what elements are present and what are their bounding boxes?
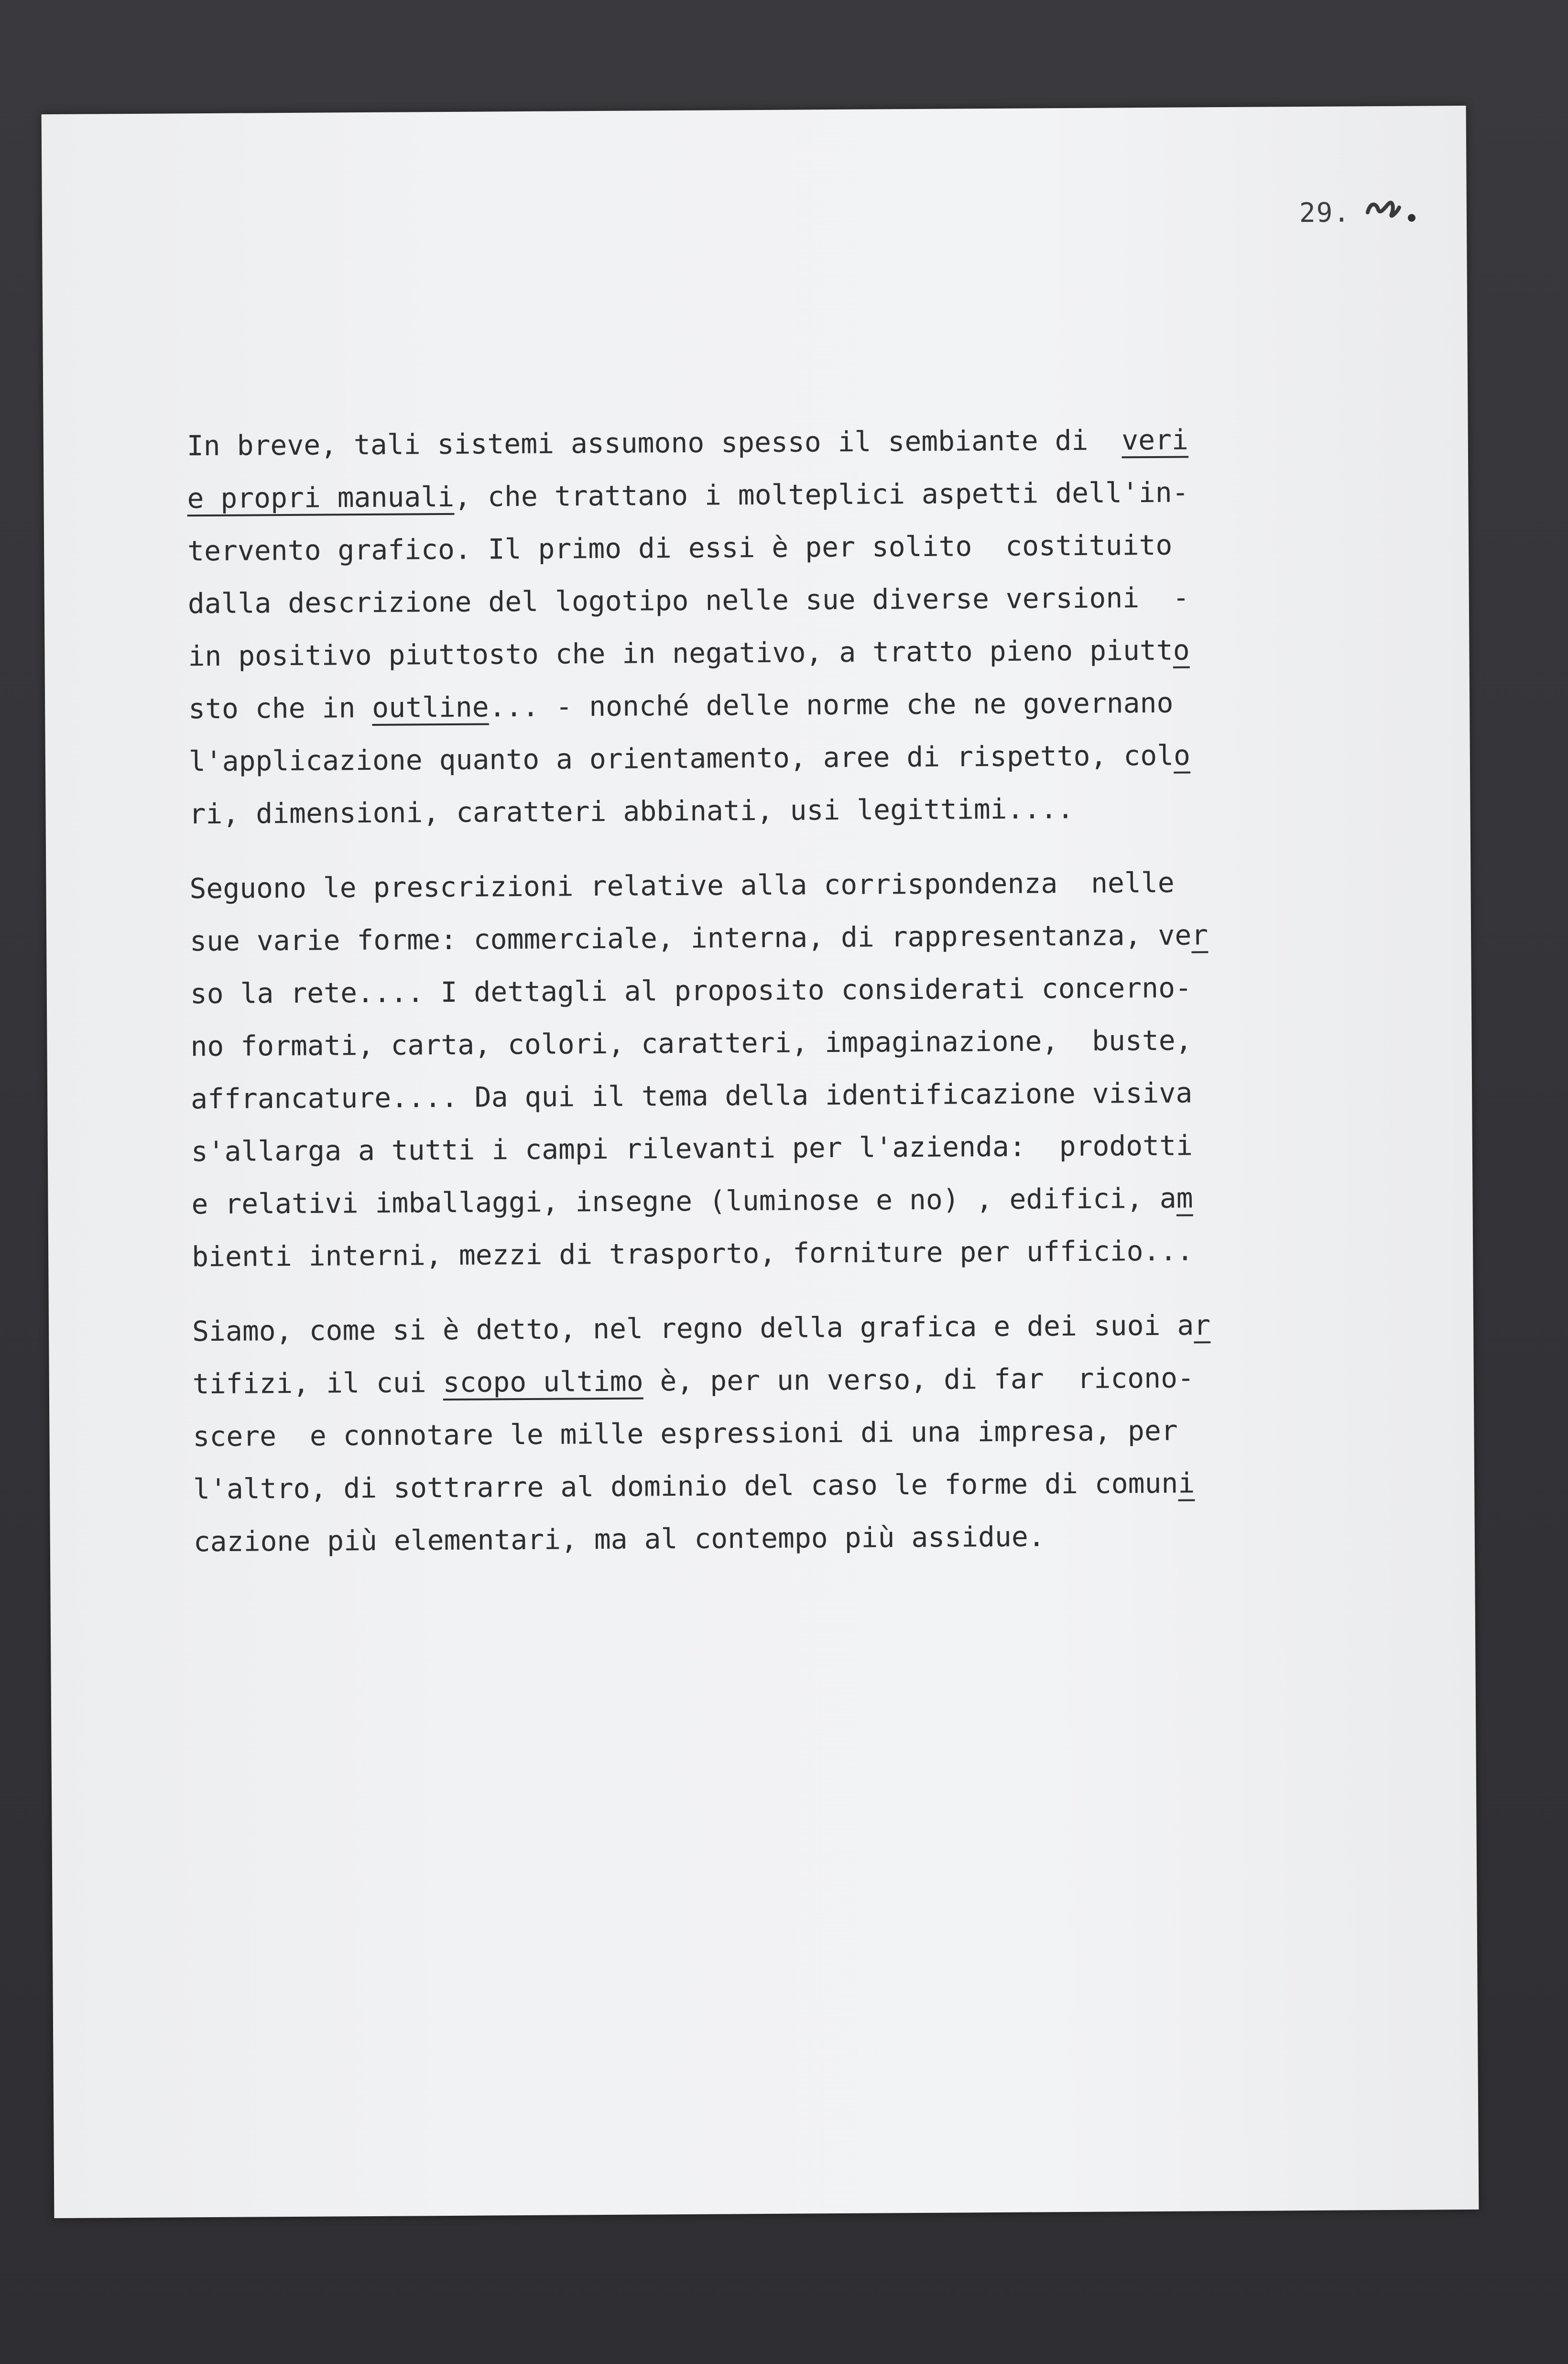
underlined-text: e propri manuali xyxy=(187,480,455,515)
underlined-text: r xyxy=(1191,919,1209,952)
text-line xyxy=(190,1013,1348,1073)
underlined-text: r xyxy=(1194,1309,1211,1342)
text-line xyxy=(190,960,1347,1020)
text-segment: s'allarga a tutti i campi rilevanti per l'azienda: prodotti xyxy=(191,1129,1193,1168)
text-line xyxy=(191,1065,1348,1125)
text-line xyxy=(189,728,1346,788)
underlined-text: i xyxy=(1178,1467,1195,1499)
text-segment: e relativi imballaggi, insegne (luminose e no) , edifici, a xyxy=(191,1182,1176,1221)
text-segment: ... - nonché delle norme che ne governano xyxy=(489,686,1174,723)
text-segment: scere e connotare le mille espressioni di una impresa, per xyxy=(193,1414,1178,1453)
body-text xyxy=(186,413,1350,1570)
text-segment: so la rete.... I dettagli al proposito considerati concerno- xyxy=(190,971,1192,1010)
text-segment: tifizi, il cui xyxy=(192,1366,443,1401)
text-segment: Seguono le prescrizioni relative alla corrispondenza nelle xyxy=(189,866,1175,905)
text-line xyxy=(187,518,1345,578)
underlined-text: veri xyxy=(1122,423,1189,457)
text-line xyxy=(190,908,1347,967)
handwritten-mark-icon xyxy=(1364,193,1416,227)
text-line xyxy=(186,413,1344,472)
text-line xyxy=(192,1223,1349,1283)
text-line xyxy=(189,781,1346,841)
paragraph xyxy=(186,413,1346,841)
text-segment: in positivo piuttosto che in negativo, a tratto pieno piutt xyxy=(188,634,1173,673)
paragraph xyxy=(189,855,1349,1283)
underlined-text: scopo ultimo xyxy=(443,1365,643,1399)
text-segment: dalla descrizione del logotipo nelle sue diverse versioni - xyxy=(187,581,1190,620)
text-line xyxy=(192,1350,1350,1410)
text-line xyxy=(193,1456,1350,1515)
text-segment: sto che in xyxy=(188,691,372,725)
text-line xyxy=(193,1403,1350,1463)
text-line xyxy=(188,570,1345,630)
text-segment: l'applicazione quanto a orientamento, aree di rispetto, col xyxy=(188,739,1174,778)
underlined-text: m xyxy=(1176,1182,1193,1215)
underlined-text: outline xyxy=(372,690,489,724)
underlined-text: o xyxy=(1173,739,1191,772)
page-number: 29. xyxy=(1299,197,1351,229)
text-segment: sue varie forme: commerciale, interna, di rappresentanza, ve xyxy=(189,919,1192,958)
text-segment: tervento grafico. Il primo di essi è per solito costituito xyxy=(187,528,1173,568)
text-line xyxy=(188,623,1345,683)
text-line xyxy=(193,1508,1350,1568)
text-segment: è, per un verso, di far ricono- xyxy=(643,1361,1195,1398)
typewritten-page xyxy=(42,106,1479,2218)
text-line xyxy=(188,676,1346,735)
text-line xyxy=(189,855,1347,915)
text-segment: cazione più elementari, ma al contempo più assidue. xyxy=(193,1520,1045,1558)
underlined-text: o xyxy=(1173,634,1190,667)
text-line xyxy=(187,465,1344,525)
text-segment: no formati, carta, colori, caratteri, impaginazione, buste, xyxy=(190,1024,1192,1063)
text-segment: Siamo, come si è detto, nel regno della grafica e dei suoi a xyxy=(192,1309,1194,1348)
paragraph xyxy=(192,1298,1350,1568)
text-segment: In breve, tali sistemi assumono spesso il sembiante di xyxy=(186,424,1122,462)
text-segment: ri, dimensioni, caratteri abbinati, usi legittimi.... xyxy=(189,792,1074,831)
text-segment: affrancature.... Da qui il tema della identificazione visiva xyxy=(190,1076,1193,1116)
text-segment: l'altro, di sottrarre al dominio del caso le forme di comun xyxy=(193,1467,1178,1506)
text-line xyxy=(191,1118,1349,1178)
text-line xyxy=(191,1171,1349,1230)
text-segment: bienti interni, mezzi di trasporto, forniture per ufficio... xyxy=(191,1234,1194,1273)
text-segment: , che trattano i molteplici aspetti dell'in- xyxy=(454,476,1189,513)
text-line xyxy=(192,1298,1350,1357)
